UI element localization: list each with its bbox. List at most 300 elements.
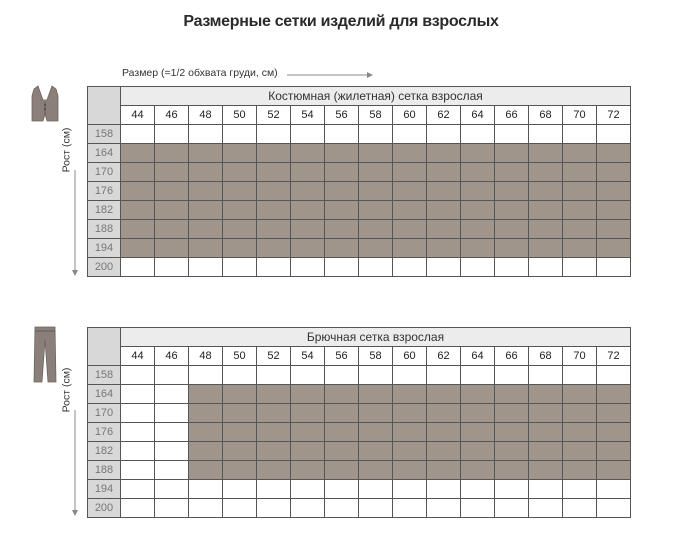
grid-cell-available	[427, 239, 461, 258]
grid-cell-empty	[223, 258, 257, 277]
height-header: 182	[88, 201, 121, 220]
grid-cell-empty	[393, 499, 427, 518]
height-header: 164	[88, 385, 121, 404]
grid-cell-empty	[121, 404, 155, 423]
grid-cell-available	[597, 182, 631, 201]
grid-cell-available	[495, 385, 529, 404]
grid-cell-available	[155, 163, 189, 182]
grid-cell-available	[563, 182, 597, 201]
grid-cell-available	[121, 239, 155, 258]
trousers-size-grid	[87, 327, 631, 518]
grid-cell-empty	[461, 366, 495, 385]
size-header: 58	[359, 347, 393, 366]
grid-cell-available	[359, 220, 393, 239]
vest-size-grid	[87, 86, 631, 277]
grid-cell-empty	[291, 499, 325, 518]
grid-cell-available	[223, 239, 257, 258]
grid-cell-available	[257, 201, 291, 220]
grid-cell-available	[529, 163, 563, 182]
grid-cell-empty	[529, 125, 563, 144]
grid-cell-available	[257, 239, 291, 258]
grid-cell-available	[597, 404, 631, 423]
grid-cell-available	[393, 385, 427, 404]
size-header: 46	[155, 347, 189, 366]
grid-cell-available	[597, 163, 631, 182]
size-header: 62	[427, 347, 461, 366]
size-header: 44	[121, 106, 155, 125]
grid-cell-empty	[257, 480, 291, 499]
size-header: 70	[563, 106, 597, 125]
grid-cell-available	[325, 239, 359, 258]
height-axis-label-1: Рост (см)	[60, 127, 73, 173]
grid-cell-empty	[529, 366, 563, 385]
grid-cell-available	[461, 220, 495, 239]
grid-cell-empty	[325, 480, 359, 499]
grid-cell-available	[427, 201, 461, 220]
grid-cell-available	[223, 220, 257, 239]
grid-cell-available	[597, 385, 631, 404]
grid-size-row	[88, 106, 631, 125]
grid-cell-empty	[121, 461, 155, 480]
grid-cell-available	[121, 220, 155, 239]
height-header: 194	[88, 480, 121, 499]
height-header: 188	[88, 220, 121, 239]
size-header: 68	[529, 106, 563, 125]
grid-cell-empty	[257, 499, 291, 518]
grid-cell-available	[393, 442, 427, 461]
grid-cell-available	[461, 442, 495, 461]
table-row	[88, 182, 631, 201]
grid-cell-available	[461, 404, 495, 423]
grid-cell-empty	[121, 125, 155, 144]
grid-cell-available	[121, 201, 155, 220]
grid-cell-available	[257, 220, 291, 239]
grid-cell-available	[359, 239, 393, 258]
table-row	[88, 125, 631, 144]
grid-cell-empty	[121, 442, 155, 461]
grid-cell-available	[223, 385, 257, 404]
grid-cell-available	[291, 423, 325, 442]
grid-cell-available	[563, 163, 597, 182]
height-header: 188	[88, 461, 121, 480]
grid-cell-available	[155, 220, 189, 239]
grid-cell-empty	[529, 258, 563, 277]
grid-title-row	[88, 328, 631, 347]
grid-cell-empty	[291, 480, 325, 499]
grid-cell-available	[563, 404, 597, 423]
size-header: 70	[563, 347, 597, 366]
grid-cell-empty	[155, 461, 189, 480]
grid-cell-empty	[495, 125, 529, 144]
grid-cell-empty	[563, 125, 597, 144]
grid-cell-available	[529, 182, 563, 201]
grid-cell-empty	[325, 258, 359, 277]
grid-cell-empty	[121, 258, 155, 277]
height-header: 164	[88, 144, 121, 163]
grid-cell-empty	[155, 385, 189, 404]
grid-cell-available	[393, 461, 427, 480]
grid-title-row	[88, 87, 631, 106]
grid-cell-available	[495, 220, 529, 239]
grid-cell-available	[495, 423, 529, 442]
grid-cell-available	[359, 163, 393, 182]
grid-cell-available	[325, 163, 359, 182]
height-header: 158	[88, 366, 121, 385]
grid-cell-empty	[393, 125, 427, 144]
grid-cell-available	[427, 404, 461, 423]
grid-cell-available	[427, 144, 461, 163]
grid-cell-empty	[155, 366, 189, 385]
grid-cell-available	[291, 220, 325, 239]
trousers-icon	[32, 326, 58, 384]
vest-icon	[29, 84, 61, 124]
grid-cell-empty	[189, 125, 223, 144]
grid-cell-available	[461, 461, 495, 480]
grid-cell-available	[223, 442, 257, 461]
size-header: 58	[359, 106, 393, 125]
grid-cell-available	[529, 461, 563, 480]
grid-cell-empty	[359, 125, 393, 144]
grid-cell-available	[257, 461, 291, 480]
grid-cell-available	[189, 163, 223, 182]
grid-cell-available	[325, 442, 359, 461]
grid-cell-available	[223, 461, 257, 480]
grid-cell-available	[291, 385, 325, 404]
grid-cell-empty	[597, 258, 631, 277]
grid-cell-available	[495, 442, 529, 461]
grid-cell-empty	[121, 480, 155, 499]
grid-cell-empty	[291, 258, 325, 277]
grid-cell-empty	[189, 499, 223, 518]
grid-cell-available	[461, 144, 495, 163]
grid-cell-empty	[427, 366, 461, 385]
grid-cell-available	[427, 442, 461, 461]
table-row	[88, 404, 631, 423]
grid-cell-available	[291, 239, 325, 258]
grid-cell-available	[529, 239, 563, 258]
grid-cell-available	[529, 201, 563, 220]
grid-cell-available	[393, 182, 427, 201]
grid-cell-available	[393, 423, 427, 442]
grid-cell-available	[461, 239, 495, 258]
grid-cell-empty	[359, 258, 393, 277]
grid-cell-available	[495, 163, 529, 182]
grid-cell-available	[529, 442, 563, 461]
grid-cell-empty	[495, 258, 529, 277]
grid-cell-empty	[461, 258, 495, 277]
size-header: 56	[325, 106, 359, 125]
grid-cell-available	[393, 201, 427, 220]
grid-cell-empty	[223, 366, 257, 385]
grid-cell-available	[359, 201, 393, 220]
down-arrow-icon	[71, 170, 79, 276]
size-header: 60	[393, 347, 427, 366]
grid-cell-empty	[597, 480, 631, 499]
grid-cell-available	[189, 239, 223, 258]
size-header: 66	[495, 347, 529, 366]
grid-cell-available	[189, 182, 223, 201]
size-header: 64	[461, 106, 495, 125]
grid-cell-empty	[291, 366, 325, 385]
grid-cell-available	[223, 404, 257, 423]
grid-cell-available	[223, 182, 257, 201]
grid-cell-empty	[257, 125, 291, 144]
table-row	[88, 163, 631, 182]
grid-cell-available	[155, 144, 189, 163]
grid-cell-available	[393, 404, 427, 423]
grid-cell-empty	[495, 499, 529, 518]
grid-cell-empty	[223, 499, 257, 518]
size-header: 54	[291, 106, 325, 125]
grid-cell-available	[359, 182, 393, 201]
grid-cell-empty	[563, 499, 597, 518]
grid-cell-available	[359, 442, 393, 461]
grid-cell-empty	[427, 125, 461, 144]
size-axis-label: Размер (=1/2 обхвата груди, см)	[122, 67, 278, 79]
grid-cell-empty	[325, 366, 359, 385]
grid-cell-empty	[393, 366, 427, 385]
grid-cell-available	[529, 423, 563, 442]
grid-cell-available	[597, 423, 631, 442]
grid-cell-available	[189, 442, 223, 461]
height-header: 176	[88, 423, 121, 442]
size-header: 72	[597, 347, 631, 366]
table-row	[88, 480, 631, 499]
grid-cell-available	[461, 423, 495, 442]
grid-title: Костюмная (жилетная) сетка взрослая	[121, 87, 631, 106]
grid-cell-available	[427, 220, 461, 239]
down-arrow-icon	[71, 410, 79, 516]
grid-cell-empty	[359, 480, 393, 499]
grid-cell-available	[223, 144, 257, 163]
size-header: 64	[461, 347, 495, 366]
grid-cell-available	[291, 404, 325, 423]
size-header: 56	[325, 347, 359, 366]
grid-cell-available	[325, 201, 359, 220]
grid-cell-available	[529, 385, 563, 404]
grid-cell-available	[529, 404, 563, 423]
grid-cell-empty	[121, 366, 155, 385]
grid-cell-empty	[563, 258, 597, 277]
grid-cell-available	[427, 385, 461, 404]
table-row	[88, 499, 631, 518]
grid-cell-available	[597, 201, 631, 220]
grid-cell-empty	[597, 125, 631, 144]
table-row	[88, 220, 631, 239]
size-header: 54	[291, 347, 325, 366]
grid-cell-available	[495, 239, 529, 258]
grid-cell-available	[461, 201, 495, 220]
grid-cell-available	[257, 163, 291, 182]
grid-cell-available	[325, 385, 359, 404]
size-header: 48	[189, 106, 223, 125]
table-row	[88, 442, 631, 461]
size-header: 72	[597, 106, 631, 125]
right-arrow-icon	[287, 71, 373, 79]
grid-cell-available	[529, 220, 563, 239]
grid-cell-available	[325, 461, 359, 480]
grid-cell-available	[291, 182, 325, 201]
grid-cell-available	[189, 385, 223, 404]
grid-cell-empty	[393, 258, 427, 277]
grid-cell-available	[325, 182, 359, 201]
grid-cell-empty	[155, 499, 189, 518]
grid-cell-available	[291, 144, 325, 163]
grid-cell-available	[189, 201, 223, 220]
grid-cell-available	[563, 239, 597, 258]
grid-cell-empty	[155, 480, 189, 499]
grid-cell-empty	[427, 480, 461, 499]
height-header: 200	[88, 499, 121, 518]
grid-cell-available	[325, 220, 359, 239]
grid-cell-available	[325, 423, 359, 442]
size-header: 68	[529, 347, 563, 366]
grid-title: Брючная сетка взрослая	[121, 328, 631, 347]
grid-cell-empty	[155, 258, 189, 277]
grid-cell-available	[155, 239, 189, 258]
grid-cell-available	[597, 442, 631, 461]
grid-cell-empty	[291, 125, 325, 144]
grid-cell-available	[325, 404, 359, 423]
grid-cell-available	[155, 182, 189, 201]
size-header: 50	[223, 106, 257, 125]
grid-cell-available	[189, 461, 223, 480]
table-row	[88, 201, 631, 220]
grid-cell-available	[427, 163, 461, 182]
grid-cell-available	[223, 423, 257, 442]
grid-cell-available	[597, 461, 631, 480]
grid-cell-empty	[529, 499, 563, 518]
grid-cell-empty	[597, 366, 631, 385]
grid-cell-available	[393, 239, 427, 258]
grid-cell-available	[495, 182, 529, 201]
grid-cell-empty	[155, 423, 189, 442]
table-row	[88, 366, 631, 385]
grid-cell-available	[427, 182, 461, 201]
grid-cell-empty	[359, 366, 393, 385]
table-row	[88, 461, 631, 480]
height-header: 200	[88, 258, 121, 277]
grid-cell-empty	[427, 499, 461, 518]
grid-cell-available	[155, 201, 189, 220]
height-header: 158	[88, 125, 121, 144]
grid-cell-available	[495, 404, 529, 423]
grid-cell-available	[563, 220, 597, 239]
grid-cell-empty	[121, 385, 155, 404]
size-header: 46	[155, 106, 189, 125]
grid-cell-available	[189, 404, 223, 423]
grid-cell-empty	[189, 480, 223, 499]
grid-cell-available	[359, 385, 393, 404]
size-header: 50	[223, 347, 257, 366]
grid-cell-available	[121, 182, 155, 201]
grid-cell-available	[495, 461, 529, 480]
grid-cell-empty	[461, 480, 495, 499]
grid-cell-empty	[597, 499, 631, 518]
grid-size-row	[88, 347, 631, 366]
size-header: 62	[427, 106, 461, 125]
grid-cell-available	[121, 163, 155, 182]
grid-cell-available	[359, 423, 393, 442]
grid-cell-empty	[121, 423, 155, 442]
grid-cell-empty	[563, 480, 597, 499]
table-row	[88, 423, 631, 442]
grid-cell-available	[291, 461, 325, 480]
grid-cell-empty	[495, 366, 529, 385]
size-header: 52	[257, 347, 291, 366]
grid-cell-available	[257, 404, 291, 423]
grid-cell-available	[291, 163, 325, 182]
grid-cell-available	[393, 144, 427, 163]
grid-cell-empty	[325, 499, 359, 518]
grid-cell-empty	[155, 125, 189, 144]
grid-cell-empty	[189, 366, 223, 385]
grid-cell-available	[427, 423, 461, 442]
size-header: 66	[495, 106, 529, 125]
grid-cell-available	[359, 461, 393, 480]
height-header: 170	[88, 404, 121, 423]
grid-cell-empty	[495, 480, 529, 499]
table-row	[88, 239, 631, 258]
grid-cell-empty	[359, 499, 393, 518]
grid-cell-available	[359, 144, 393, 163]
grid-cell-available	[121, 144, 155, 163]
grid-cell-empty	[427, 258, 461, 277]
height-header: 182	[88, 442, 121, 461]
grid-cell-available	[495, 201, 529, 220]
grid-cell-available	[257, 182, 291, 201]
grid-cell-empty	[223, 125, 257, 144]
grid-cell-available	[257, 442, 291, 461]
grid-cell-available	[189, 423, 223, 442]
grid-cell-available	[223, 201, 257, 220]
grid-cell-empty	[155, 442, 189, 461]
size-header: 60	[393, 106, 427, 125]
height-header: 194	[88, 239, 121, 258]
size-header: 44	[121, 347, 155, 366]
grid-cell-available	[563, 442, 597, 461]
grid-cell-empty	[189, 258, 223, 277]
size-header: 48	[189, 347, 223, 366]
height-header: 170	[88, 163, 121, 182]
grid-cell-available	[597, 239, 631, 258]
grid-cell-available	[257, 144, 291, 163]
grid-cell-empty	[461, 499, 495, 518]
grid-cell-empty	[155, 404, 189, 423]
table-row	[88, 258, 631, 277]
table-row	[88, 144, 631, 163]
grid-cell-empty	[257, 258, 291, 277]
grid-cell-available	[461, 385, 495, 404]
grid-cell-available	[461, 182, 495, 201]
page-title: Размерные сетки изделий для взрослых	[183, 13, 499, 30]
size-header: 52	[257, 106, 291, 125]
grid-cell-available	[257, 423, 291, 442]
grid-cell-available	[563, 385, 597, 404]
grid-cell-available	[359, 404, 393, 423]
grid-cell-available	[393, 163, 427, 182]
grid-cell-available	[461, 163, 495, 182]
grid-cell-available	[597, 220, 631, 239]
height-header: 176	[88, 182, 121, 201]
grid-cell-available	[189, 220, 223, 239]
grid-cell-empty	[257, 366, 291, 385]
grid-cell-available	[563, 461, 597, 480]
grid-cell-available	[291, 201, 325, 220]
grid-cell-available	[257, 385, 291, 404]
grid-cell-available	[563, 201, 597, 220]
grid-corner	[88, 328, 121, 366]
